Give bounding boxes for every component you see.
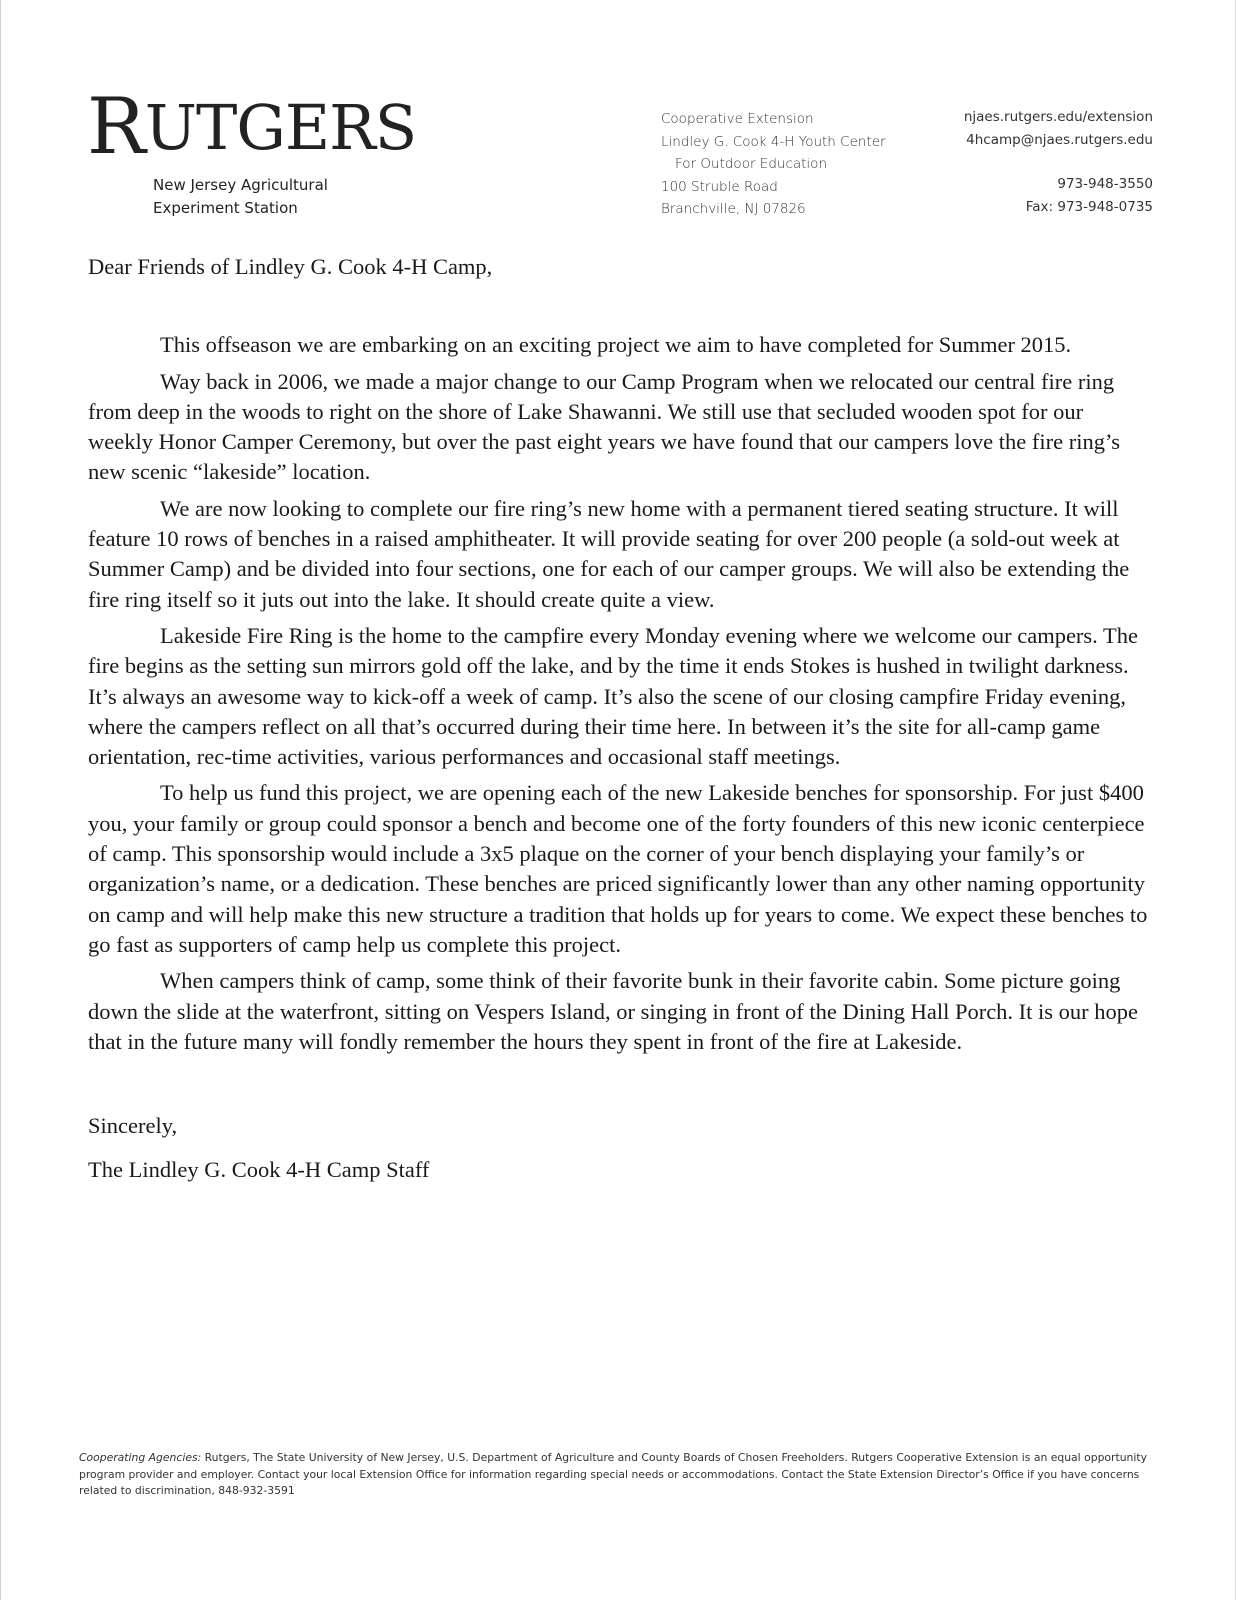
letter-body [88, 252, 1153, 1186]
footer-label: Cooperating Agencies: [79, 1451, 202, 1464]
contact-spacer [964, 151, 1153, 173]
paragraph-1: This offseason we are embarking on an exciting project we aim to have completed for Summer 2015. [160, 332, 1072, 358]
paragraph-3: We are now looking to complete our fire ring’s new home with a permanent tiered seating structure. It will feature 10 rows of benches in a raised amphitheater. It will provide seating for over 200 people (a sold-out week at Summer Camp) and be divided into four sections, one for each of our camper groups. We will also be extending the fire ring itself so it juts out into the lake. It should create quite a view. [88, 495, 1130, 612]
salutation: Dear Friends of Lindley G. Cook 4-H Camp, [88, 254, 493, 279]
contact-info [964, 106, 1153, 218]
address-line-4: 100 Struble Road [661, 178, 778, 195]
paragraph-6: When campers think of camp, some think of their favorite bunk in their favorite cabin. Some picture going down the slide at the waterfront, sitting on Vespers Island, or singing in front of the Dining Hall Porch. It is our hope that in the future many will fondly remember the hours they spent in front of the fire at Lakeside. [88, 968, 1139, 1054]
mailing-address [661, 108, 886, 221]
paragraph-5: To help us fund this project, we are opening each of the new Lakeside benches for sponsorship. For just $400 you, your family or group could sponsor a bench and become one of the forty founders of this new iconic centerpiece of camp. This sponsorship would include a 3x5 plaque on the corner of your bench displaying your family’s or organization’s name, or a dedication. These benches are priced significantly lower than any other naming opportunity on camp and will help make this new structure a tradition that holds up for years to come. We expect these benches to go fast as supporters of camp help us complete this project. [88, 780, 1148, 957]
rutgers-logo [87, 82, 417, 172]
fax-number: Fax: 973-948-0735 [1025, 198, 1153, 215]
paragraph-4: Lakeside Fire Ring is the home to the campfire every Monday evening where we welcome our campers. The fire begins as the setting sun mirrors gold off the lake, and by the time it ends Stokes is hushed in twilight darkness. It’s always an awesome way to kick-off a week of camp. It’s also the scene of our closing campfire Friday evening, where the campers reflect on all that’s occurred during their time here. In between it’s the site for all-camp game orientation, rec-time activities, various performances and occasional staff meetings. [88, 622, 1139, 770]
email-address: 4hcamp@njaes.rutgers.edu [966, 131, 1153, 148]
address-line-3: For Outdoor Education [675, 156, 828, 172]
signature: The Lindley G. Cook 4-H Camp Staff [88, 1157, 430, 1183]
address-line-2: Lindley G. Cook 4-H Youth Center [661, 133, 886, 150]
logo-rest: UTGERS [144, 91, 417, 164]
unit-line-2: Experiment Station [153, 199, 298, 217]
address-line-5: Branchville, NJ 07826 [661, 201, 806, 217]
closing: Sincerely, [88, 1113, 178, 1139]
closing-block [88, 1111, 1153, 1186]
paragraph-2: Way back in 2006, we made a major change to our Camp Program when we relocated our central fire ring from deep in the woods to right on the shore of Lake Shawanni. We still use that secluded wooden spot for our weekly Honor Camper Ceremony, but over the past eight years we have found that our campers love the fire ring’s new scenic “lakeside” location. [88, 368, 1120, 485]
phone-number: 973-948-3550 [1057, 176, 1153, 192]
address-line-1: Cooperative Extension [661, 111, 814, 127]
website-link: njaes.rutgers.edu/extension [963, 109, 1153, 125]
footer-disclaimer [79, 1450, 1159, 1500]
footer-text: Rutgers, The State University of New Jersey, U.S. Department of Agriculture and County Boards of Chosen Freeholders. Rutgers Cooperative Extension is an equal opportunity program provider and employer. Contact your local Extension Office for information regarding special needs or accommodations. Contact the State Extension Director’s Office if you have concerns related to discrimination, 848-932-3591 [79, 1451, 1148, 1497]
unit-line-1: New Jersey Agricultural [153, 176, 328, 194]
logo-initial: R [87, 82, 145, 172]
unit-name [153, 174, 328, 220]
